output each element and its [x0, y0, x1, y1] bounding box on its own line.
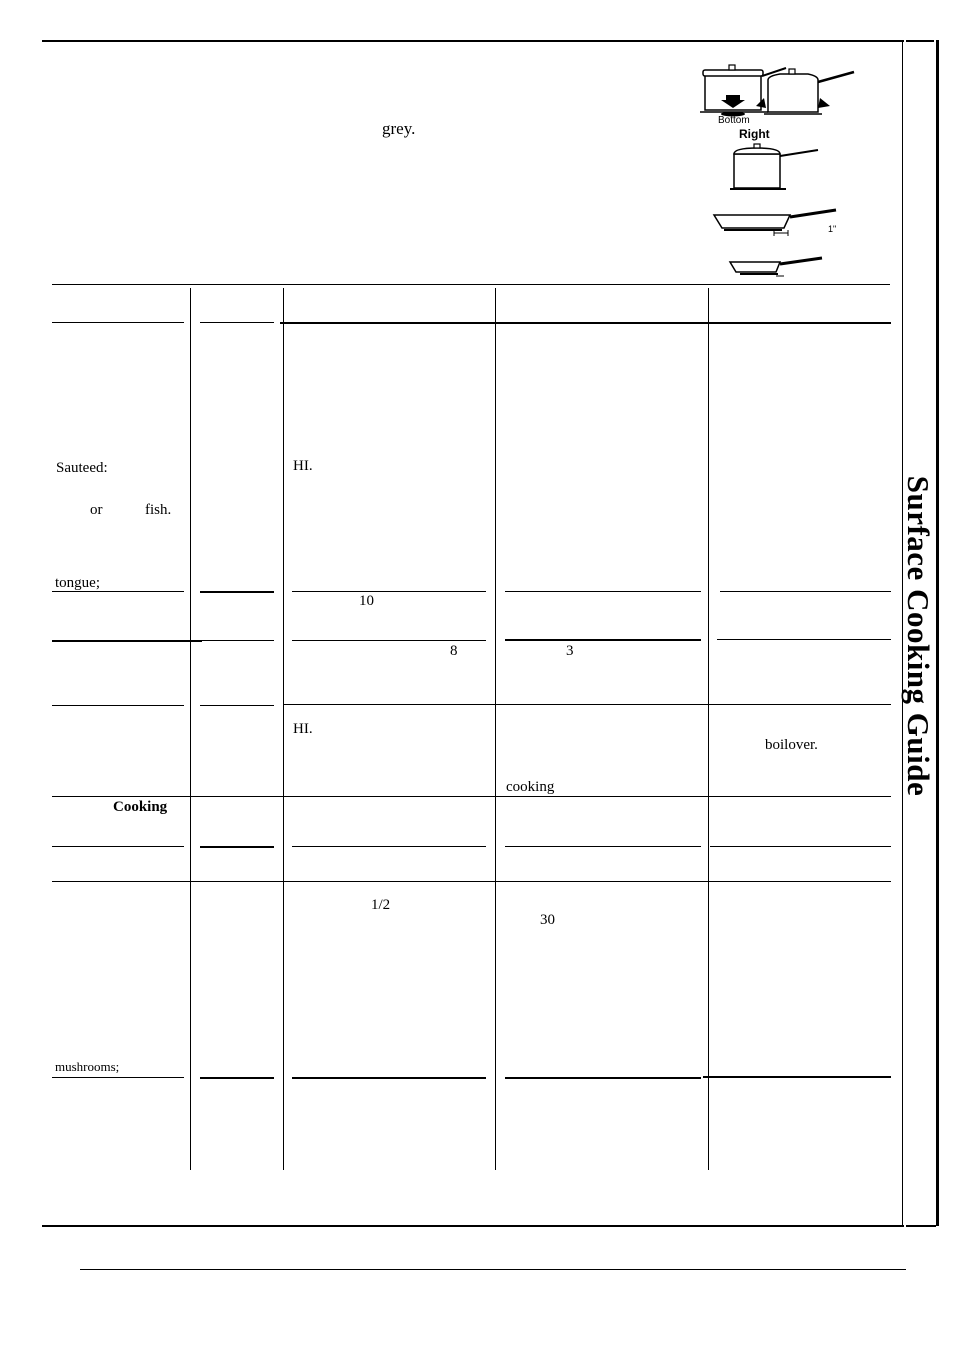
row-line-591-c2: [200, 591, 274, 593]
row-line-796: [52, 796, 891, 797]
diagram-label-inch: 1": [828, 224, 837, 234]
row-line-640-c3: [292, 640, 486, 641]
cell-mushrooms: mushrooms;: [55, 1059, 120, 1074]
cell-sauteed: Sauteed:: [56, 460, 108, 476]
cell-eight: 8: [450, 643, 458, 659]
pot-correct-icon: [730, 144, 818, 189]
row-line-640-c5: [717, 639, 891, 640]
row-line-846-c1: [52, 846, 184, 847]
skillet-wide-icon: [714, 210, 836, 236]
table-header-underline-c1: [52, 322, 184, 323]
cell-cooking: cooking: [506, 779, 555, 795]
row-line-1077-c2: [200, 1077, 274, 1079]
cookware-diagram: [690, 60, 870, 290]
diagram-label-right: Right: [739, 127, 770, 141]
cell-fish: fish.: [145, 502, 172, 518]
row-line-846-c4: [505, 846, 701, 847]
cell-half: 1/2: [371, 897, 391, 913]
col-divider-1: [190, 288, 191, 1170]
table-top-line: [52, 284, 890, 285]
row-line-705-c2: [200, 705, 274, 706]
cell-hi-2: HI.: [293, 721, 313, 737]
row-line-705-rest: [283, 704, 891, 705]
bottom-border-tick: [906, 1225, 936, 1227]
grey-text: grey.: [382, 119, 416, 138]
row-line-1077-c3: [292, 1077, 486, 1079]
row-line-591-c1: [52, 591, 184, 592]
cell-boilover: boilover.: [765, 737, 818, 753]
pot-right-icon: [756, 69, 854, 114]
cell-cooking-label: Cooking: [113, 799, 168, 815]
row-line-640-c4: [505, 639, 701, 641]
table-header-underline-rest: [280, 322, 891, 324]
row-line-1077-c4: [505, 1077, 701, 1079]
col-divider-4: [708, 288, 709, 1170]
cell-hi-1: HI.: [293, 458, 313, 474]
row-line-591-c4: [505, 591, 701, 592]
right-border-bar: [936, 40, 939, 1226]
footer-rule: [80, 1269, 906, 1270]
row-line-640-c1: [52, 640, 202, 642]
row-line-846-c2: [200, 846, 274, 848]
row-line-1077-c1: [52, 1077, 184, 1078]
side-title: Surface Cooking Guide: [901, 475, 936, 797]
col-divider-3: [495, 288, 496, 1170]
row-line-591-c3: [292, 591, 486, 592]
row-line-1077-c5: [703, 1076, 891, 1078]
cell-tongue: tongue;: [55, 575, 100, 591]
row-line-591-c5: [720, 591, 891, 592]
row-line-881: [52, 881, 891, 882]
row-line-640-c2: [200, 640, 274, 641]
row-line-846-c3: [292, 846, 486, 847]
diagram-label-bottom: Bottom: [718, 115, 750, 126]
bottom-border-line: [42, 1225, 904, 1227]
cell-three: 3: [566, 643, 574, 659]
skillet-small-icon: [730, 258, 822, 276]
cell-or: or: [90, 502, 103, 518]
row-line-846-c5: [710, 846, 891, 847]
top-border-line: [42, 40, 904, 42]
row-line-705-c1: [52, 705, 184, 706]
col-divider-2: [283, 288, 284, 1170]
cell-ten: 10: [359, 593, 374, 609]
top-border-tick: [906, 40, 934, 42]
cell-thirty: 30: [540, 912, 555, 928]
table-header-underline-c2: [200, 322, 274, 323]
